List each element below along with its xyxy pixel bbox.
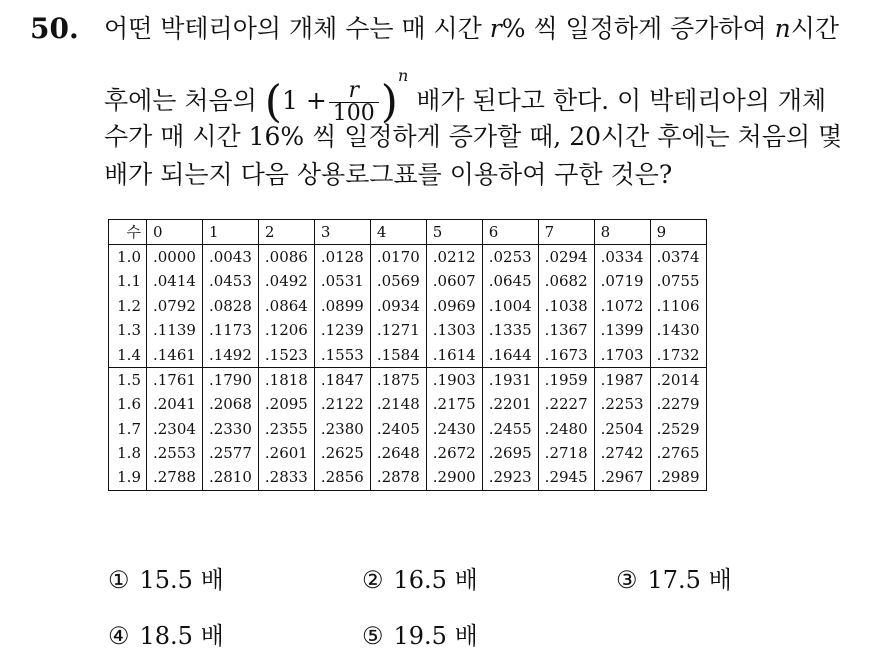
table-cell: .1584	[370, 342, 426, 367]
table-cell: .1959	[538, 367, 594, 392]
table-cell: .2430	[426, 416, 482, 441]
table-cell: .2742	[594, 441, 650, 466]
choice-marker: ④	[108, 622, 130, 650]
table-cell: .2122	[314, 392, 370, 417]
table-cell: .2405	[370, 416, 426, 441]
header-label: 수	[109, 220, 147, 245]
text-fragment: 후에는 처음의	[104, 86, 265, 115]
table-cell: .1790	[202, 367, 258, 392]
table-row	[109, 244, 707, 269]
table-cell: .1206	[258, 318, 314, 343]
table-cell: .1732	[650, 342, 706, 367]
table-cell: .1239	[314, 318, 370, 343]
table-cell: .2014	[650, 367, 706, 392]
table-cell: .0719	[594, 269, 650, 294]
table-cell: .0682	[538, 269, 594, 294]
table-cell: .2529	[650, 416, 706, 441]
row-label: 1.1	[109, 269, 147, 294]
row-label: 1.7	[109, 416, 147, 441]
table-cell: .0607	[426, 269, 482, 294]
table-cell: .0531	[314, 269, 370, 294]
table-cell: .1553	[314, 342, 370, 367]
table-cell: .2923	[482, 465, 538, 490]
choice-5[interactable]	[362, 616, 478, 651]
table-cell: .0792	[147, 293, 203, 318]
table-cell: .0000	[147, 244, 203, 269]
table-row	[109, 269, 707, 294]
text-fragment: % 씩 일정하게 증가하여	[501, 14, 775, 43]
row-label: 1.6	[109, 392, 147, 417]
table-cell: .1335	[482, 318, 538, 343]
table-cell: .2810	[202, 465, 258, 490]
row-label: 1.8	[109, 441, 147, 466]
table-cell: .2601	[258, 441, 314, 466]
choice-3[interactable]	[616, 560, 732, 595]
header-digit: 1	[202, 220, 258, 245]
table-row	[109, 293, 707, 318]
table-cell: .2945	[538, 465, 594, 490]
table-cell: .1461	[147, 342, 203, 367]
table-cell: .0828	[202, 293, 258, 318]
table-cell: .1072	[594, 293, 650, 318]
table-cell: .2253	[594, 392, 650, 417]
table-cell: .1492	[202, 342, 258, 367]
table-cell: .2856	[314, 465, 370, 490]
choice-1[interactable]	[108, 560, 224, 595]
table-cell: .0492	[258, 269, 314, 294]
table-row	[109, 318, 707, 343]
question-line-1	[104, 16, 864, 41]
table-cell: .1303	[426, 318, 482, 343]
table-cell: .2967	[594, 465, 650, 490]
table-cell: .2480	[538, 416, 594, 441]
text-fragment: 배가 된다고 한다. 이 박테리아의 개체	[408, 86, 827, 115]
question-number: 50.	[30, 12, 79, 45]
table-cell: .1139	[147, 318, 203, 343]
choice-4[interactable]	[108, 616, 224, 651]
table-cell: .1038	[538, 293, 594, 318]
table-cell: .1644	[482, 342, 538, 367]
header-digit: 2	[258, 220, 314, 245]
table-cell: .2788	[147, 465, 203, 490]
table-cell: .0899	[314, 293, 370, 318]
table-cell: .2068	[202, 392, 258, 417]
table-cell: .2201	[482, 392, 538, 417]
choice-text: 16.5 배	[393, 566, 478, 594]
formula-fraction	[329, 80, 379, 125]
choice-text: 17.5 배	[647, 566, 732, 594]
fraction-denominator: 100	[332, 101, 375, 126]
table-cell: .2900	[426, 465, 482, 490]
choice-text: 18.5 배	[139, 622, 224, 650]
row-label: 1.2	[109, 293, 147, 318]
table-cell: .0374	[650, 244, 706, 269]
table-cell: .2648	[370, 441, 426, 466]
table-cell: .0755	[650, 269, 706, 294]
table-cell: .2504	[594, 416, 650, 441]
table-cell: .2765	[650, 441, 706, 466]
left-paren: (	[264, 76, 282, 128]
table-cell: .1875	[370, 367, 426, 392]
row-label: 1.4	[109, 342, 147, 367]
table-cell: .1987	[594, 367, 650, 392]
growth-formula	[264, 66, 409, 128]
common-log-table	[108, 219, 707, 491]
table-header-row	[109, 220, 707, 245]
table-cell: .2455	[482, 416, 538, 441]
table-cell: .1673	[538, 342, 594, 367]
table-cell: .0294	[538, 244, 594, 269]
table-cell: .2330	[202, 416, 258, 441]
question-line-4: 배가 되는지 다음 상용로그표를 이용하여 구한 것은?	[104, 160, 673, 189]
table-cell: .1004	[482, 293, 538, 318]
header-digit: 5	[426, 220, 482, 245]
table-cell: .1367	[538, 318, 594, 343]
table-cell: .2227	[538, 392, 594, 417]
table-row	[109, 392, 707, 417]
table-cell: .2989	[650, 465, 706, 490]
table-cell: .0170	[370, 244, 426, 269]
header-digit: 4	[370, 220, 426, 245]
table-row	[109, 342, 707, 367]
variable-r: r	[489, 14, 502, 43]
table-cell: .1173	[202, 318, 258, 343]
table-cell: .0414	[147, 269, 203, 294]
table-cell: .0128	[314, 244, 370, 269]
table-cell: .1931	[482, 367, 538, 392]
table-cell: .2355	[258, 416, 314, 441]
table-cell: .2095	[258, 392, 314, 417]
table-cell: .1271	[370, 318, 426, 343]
row-label: 1.5	[109, 367, 147, 392]
formula-one-plus: 1 +	[281, 86, 327, 115]
table-cell: .1430	[650, 318, 706, 343]
table-cell: .1614	[426, 342, 482, 367]
table-cell: .0043	[202, 244, 258, 269]
variable-n: n	[774, 14, 791, 43]
table-cell: .2041	[147, 392, 203, 417]
table-cell: .1847	[314, 367, 370, 392]
table-cell: .0864	[258, 293, 314, 318]
fraction-numerator: r	[329, 80, 379, 103]
table-cell: .0334	[594, 244, 650, 269]
table-cell: .0645	[482, 269, 538, 294]
row-label: 1.3	[109, 318, 147, 343]
choice-marker: ③	[616, 566, 638, 594]
header-digit: 8	[594, 220, 650, 245]
table-cell: .1818	[258, 367, 314, 392]
row-label: 1.0	[109, 244, 147, 269]
choice-marker: ⑤	[362, 622, 384, 650]
table-cell: .1903	[426, 367, 482, 392]
table-cell: .0086	[258, 244, 314, 269]
header-digit: 6	[482, 220, 538, 245]
table-cell: .1106	[650, 293, 706, 318]
table-cell: .2625	[314, 441, 370, 466]
question-line-2	[104, 66, 864, 128]
header-digit: 0	[147, 220, 203, 245]
table-cell: .0212	[426, 244, 482, 269]
choice-text: 15.5 배	[139, 566, 224, 594]
table-cell: .2304	[147, 416, 203, 441]
text-fragment: 시간	[790, 14, 840, 43]
choice-marker: ①	[108, 566, 130, 594]
header-digit: 3	[314, 220, 370, 245]
table-cell: .0253	[482, 244, 538, 269]
formula-exponent: n	[397, 66, 409, 85]
table-cell: .2380	[314, 416, 370, 441]
table-cell: .2672	[426, 441, 482, 466]
question-line-3: 수가 매 시간 16% 씩 일정하게 증가할 때, 20시간 후에는 처음의 몇	[104, 122, 843, 151]
table-cell: .2148	[370, 392, 426, 417]
table-cell: .0453	[202, 269, 258, 294]
table-cell: .1761	[147, 367, 203, 392]
table-cell: .1703	[594, 342, 650, 367]
table-cell: .2577	[202, 441, 258, 466]
table-cell: .2553	[147, 441, 203, 466]
header-digit: 9	[650, 220, 706, 245]
table-cell: .1399	[594, 318, 650, 343]
choice-text: 19.5 배	[393, 622, 478, 650]
table-row	[109, 441, 707, 466]
header-digit: 7	[538, 220, 594, 245]
row-label: 1.9	[109, 465, 147, 490]
right-paren: )	[380, 76, 398, 128]
choice-2[interactable]	[362, 560, 478, 595]
table-cell: .2175	[426, 392, 482, 417]
table-cell: .0969	[426, 293, 482, 318]
table-row	[109, 367, 707, 392]
table-cell: .0934	[370, 293, 426, 318]
table-cell: .1523	[258, 342, 314, 367]
table-cell: .2279	[650, 392, 706, 417]
table-cell: .0569	[370, 269, 426, 294]
table-row	[109, 465, 707, 490]
text-fragment: 어떤 박테리아의 개체 수는 매 시간	[104, 14, 490, 43]
table-row	[109, 416, 707, 441]
table-cell: .2878	[370, 465, 426, 490]
table-cell: .2833	[258, 465, 314, 490]
choice-marker: ②	[362, 566, 384, 594]
table-cell: .2695	[482, 441, 538, 466]
table-cell: .2718	[538, 441, 594, 466]
